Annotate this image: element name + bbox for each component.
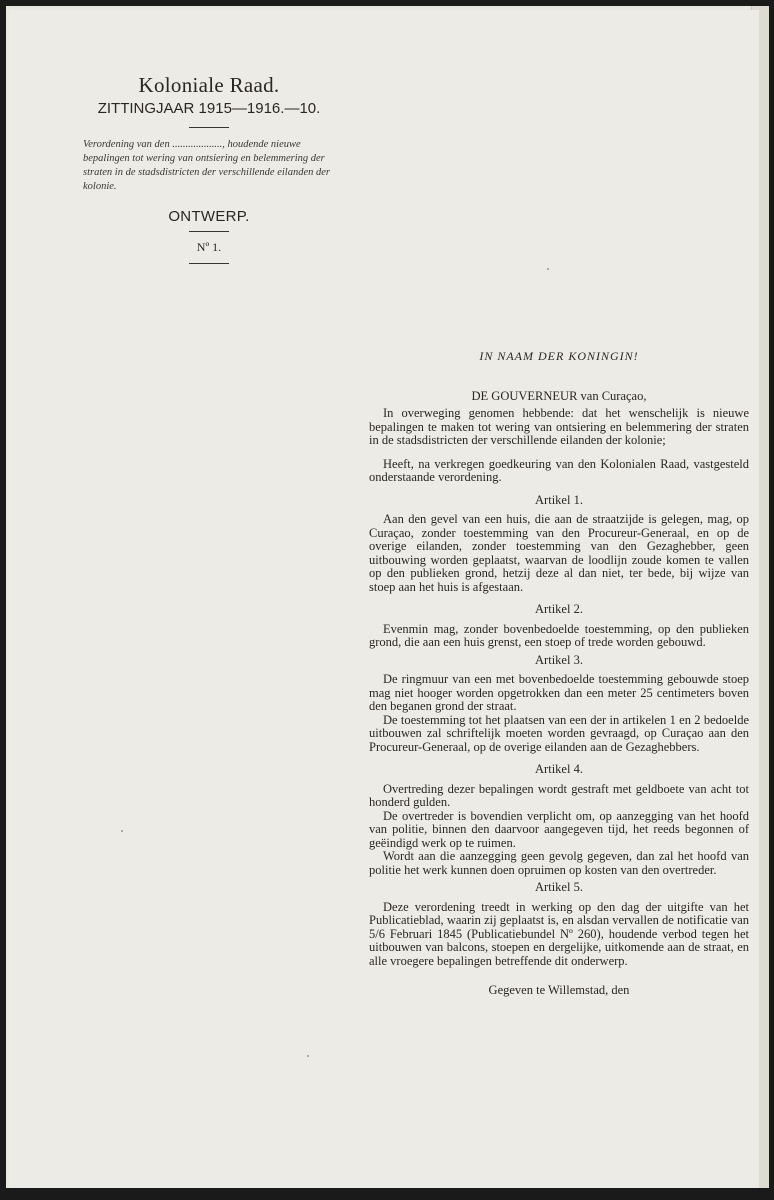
- divider: [189, 127, 229, 128]
- ordinance-body: [369, 350, 749, 998]
- document-header: [77, 65, 341, 272]
- article-paragraph: Aan den gevel van een huis, die aan de straatzijde is gelegen, mag, op Curaçao, zonder toestemming van den Procureur-Generaal, en op de overige eilanden, zonder toestemming van den Gezaghebber, geen uitbouwing worden geplaatst, waarvan de loodlijn zoude komen te vallen op den publieken grond, hetzij deze al dan niet, ter bede, bij wijze van stoep aan het huis is afgestaan.: [369, 512, 749, 594]
- article-paragraph: De ringmuur van een met bovenbedoelde toestemming gebouwde stoep mag niet hooger worden opgetrokken dan een meter 25 centimeters boven den beganen grond der straat.: [369, 672, 749, 713]
- divider: [189, 231, 229, 232]
- preamble: In overweging genomen hebbende: dat het wenschelijk is nieuwe bepalingen te maken tot wering van ontsiering en belemmering der straten in de stadsdistricten der verschillende eilanden der kolonie;: [369, 406, 749, 447]
- enactment-clause: Heeft, na verkregen goedkeuring van den Kolonialen Raad, vastgesteld onderstaande verordening.: [369, 456, 749, 484]
- closing-line: Gegeven te Willemstad, den: [488, 983, 630, 997]
- article-heading: Artikel 3.: [535, 652, 583, 667]
- article-paragraph: De toestemming tot het plaatsen van een der in artikelen 1 en 2 bedoelde uitbouwen zal schriftelijk moeten worden gevraagd, op Curaçao aan den Procureur-Generaal, op de overige eilanden aan de Gezaghebbers.: [369, 712, 749, 754]
- draft-number: Nº 1.: [196, 240, 222, 254]
- article-paragraph: De overtreder is bovendien verplicht om, op aanzegging van het hoofd van politie, binnen den daarvoor aangegeven tijd, het reeds begonnen of geëindigd werk op te ruimen.: [369, 808, 749, 850]
- draft-label: ONTWERP.: [168, 208, 250, 225]
- article-paragraph: Deze verordening treedt in werking op den dag der uitgifte van het Publicatieblad, waarin zij geplaatst is, en alsdan vervallen de notificatie van 5/6 Februari 1845 (Publicatiebundel Nº 260), houdende verbod tegen het uitbouwen van balcons, stoepen en dergelijke, uitkomende aan de straat, en alle vroegere bepalingen betreffende dit onderwerp.: [369, 899, 749, 968]
- governor-heading: DE GOUVERNEUR van Curaçao,: [471, 388, 647, 403]
- divider: [189, 263, 229, 264]
- article-heading: Artikel 4.: [535, 762, 583, 776]
- session-year: ZITTINGJAAR 1915—1916.—10.: [97, 100, 321, 117]
- article-paragraph: Evenmin mag, zonder bovenbedoelde toestemming, op den publieken grond, die aan een huis grenst, een stoep of trede worden gebouwd.: [369, 621, 749, 649]
- article-heading: Artikel 2.: [535, 602, 583, 616]
- ordinance-subject: Verordening van den ..................., houdende nieuwe bepalingen tot wering van ontsiering en belemmering der straten in de stadsdistricten der verschillende eilanden der kolonie.: [83, 139, 330, 192]
- paper-speck: [121, 830, 123, 832]
- article-paragraph: Overtreding dezer bepalingen wordt gestraft met geldboete van acht tot honderd gulden.: [369, 781, 749, 809]
- article-heading: Artikel 5.: [535, 880, 583, 894]
- paper-speck: [547, 268, 549, 270]
- invocation: IN NAAM DER KONINGIN!: [479, 349, 639, 363]
- article-heading: Artikel 1.: [535, 492, 583, 507]
- article-paragraph: Wordt aan die aanzegging geen gevolg gegeven, dan zal het hoofd van politie het werk kunnen doen opruimen op kosten van den overtreder.: [369, 849, 749, 877]
- paper-speck: [307, 1055, 309, 1057]
- council-title: Koloniale Raad.: [138, 73, 280, 97]
- document-page: [9, 10, 759, 1188]
